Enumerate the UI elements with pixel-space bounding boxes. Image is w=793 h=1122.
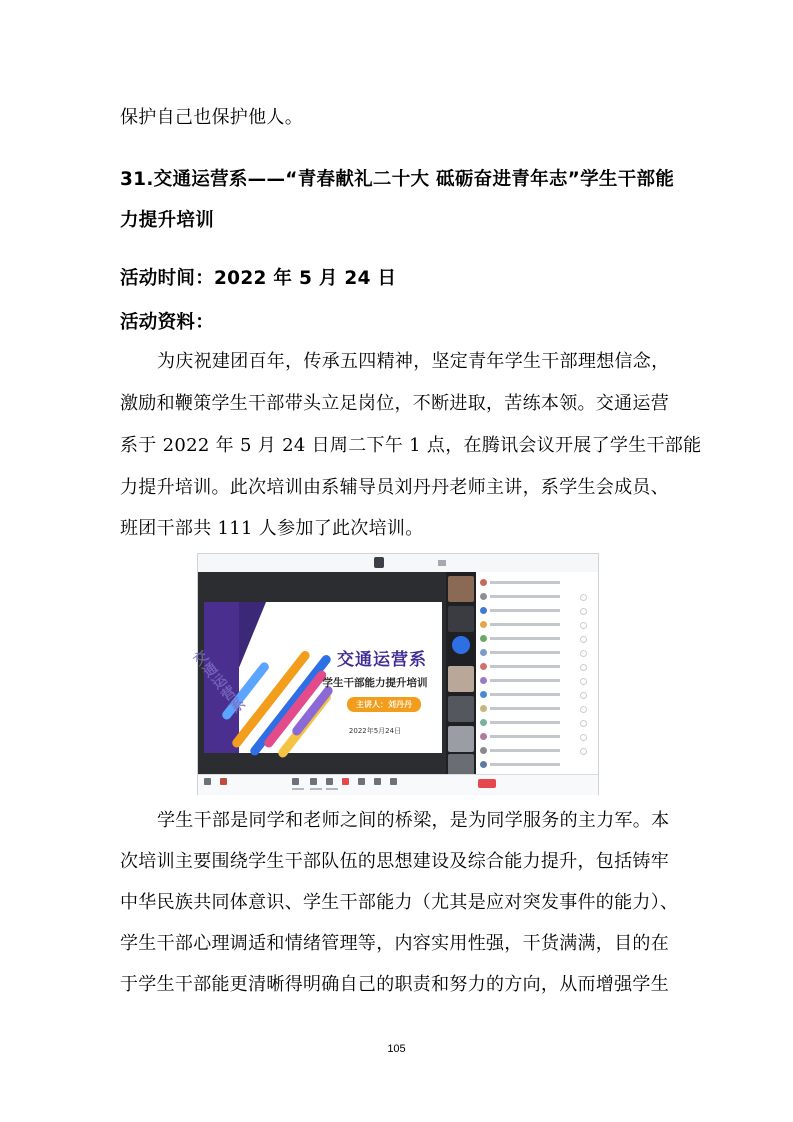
participant-video-thumb <box>448 696 474 722</box>
participant-row <box>480 760 594 770</box>
toolbar-label <box>326 788 338 790</box>
participant-row <box>480 578 594 588</box>
participant-row <box>480 606 594 616</box>
participant-row <box>480 732 594 742</box>
mute-icon <box>204 778 211 785</box>
slide-vertical-text: 交通运营系 <box>190 647 249 717</box>
camera-icon <box>220 778 227 785</box>
body-line: 班团干部共 111 人参加了此次培训。 <box>120 518 424 539</box>
presentation-slide <box>190 602 442 753</box>
slide-title: 交通运营系 <box>337 650 427 670</box>
participant-row <box>480 648 594 658</box>
end-meeting-button <box>478 779 496 788</box>
participant-video-thumb <box>448 726 474 752</box>
body-line: 次培训主要围绕学生干部队伍的思想建设及综合能力提升，包括铸牢 <box>120 851 669 872</box>
participant-row <box>480 718 594 728</box>
participant-row <box>480 690 594 700</box>
participant-row <box>480 620 594 630</box>
participant-video-thumb <box>448 576 474 602</box>
participant-row <box>480 746 594 756</box>
meeting-title-pill <box>374 557 384 568</box>
video-thumbnail-strip <box>446 572 476 774</box>
body-line: 力提升培训。此次培训由系辅导员刘丹丹老师主讲，系学生会成员、 <box>120 477 669 498</box>
section-heading-line-2: 力提升培训 <box>120 210 215 231</box>
body-line: 学生干部是同学和老师之间的桥梁，是为同学服务的主力军。本 <box>157 810 670 831</box>
meeting-top-bar <box>198 554 598 573</box>
participant-list-panel <box>476 572 598 774</box>
participant-row <box>480 662 594 672</box>
body-line: 学生干部心理调适和情绪管理等，内容实用性强，干货满满，目的在 <box>120 933 669 954</box>
chat-icon <box>326 778 333 785</box>
meeting-toolbar <box>198 774 598 795</box>
participant-row <box>480 592 594 602</box>
body-line: 激励和鞭策学生干部带头立足岗位，不断进取，苦练本领。交通运营 <box>120 393 669 414</box>
participant-video-thumb <box>448 666 474 692</box>
activity-time: 活动时间：2022 年 5 月 24 日 <box>120 268 397 289</box>
more-icon <box>390 778 397 785</box>
page-number: 105 <box>387 1043 406 1055</box>
participant-video-thumb <box>448 606 474 632</box>
toolbar-label <box>292 788 304 790</box>
participant-avatar <box>452 636 470 654</box>
apps-icon <box>358 778 365 785</box>
participant-row <box>480 704 594 714</box>
body-line: 于学生干部能更清晰得明确自己的职责和努力的方向，从而增强学生 <box>120 974 669 995</box>
participant-row <box>480 676 594 686</box>
slide-subtitle: 学生干部能力提升培训 <box>322 677 428 689</box>
members-icon <box>310 778 317 785</box>
activity-material-label: 活动资料： <box>120 312 215 333</box>
toolbar-label <box>310 788 322 790</box>
body-line: 保护自己也保护他人。 <box>120 107 303 128</box>
body-line: 为庆祝建团百年，传承五四精神，坚定青年学生干部理想信念， <box>157 351 670 372</box>
participant-row <box>480 634 594 644</box>
slide-date: 2022年5月24日 <box>348 727 402 735</box>
meeting-screenshot-figure <box>190 553 599 795</box>
settings-icon <box>374 778 381 785</box>
shared-screen-area <box>190 572 446 774</box>
body-line: 中华民族共同体意识、学生干部能力（尤其是应对突发事件的能力）、 <box>120 892 679 913</box>
body-line: 系于 2022 年 5 月 24 日周二下午 1 点，在腾讯会议开展了学生干部能 <box>120 435 702 456</box>
record-icon <box>342 778 349 785</box>
view-toggle-icon <box>438 560 446 566</box>
slide-speaker-badge: 主讲人：刘丹丹 <box>347 697 421 712</box>
share-screen-icon <box>292 778 299 785</box>
section-heading-line-1: 31.交通运营系——“青春献礼二十大 砥砺奋进青年志”学生干部能 <box>120 169 675 190</box>
